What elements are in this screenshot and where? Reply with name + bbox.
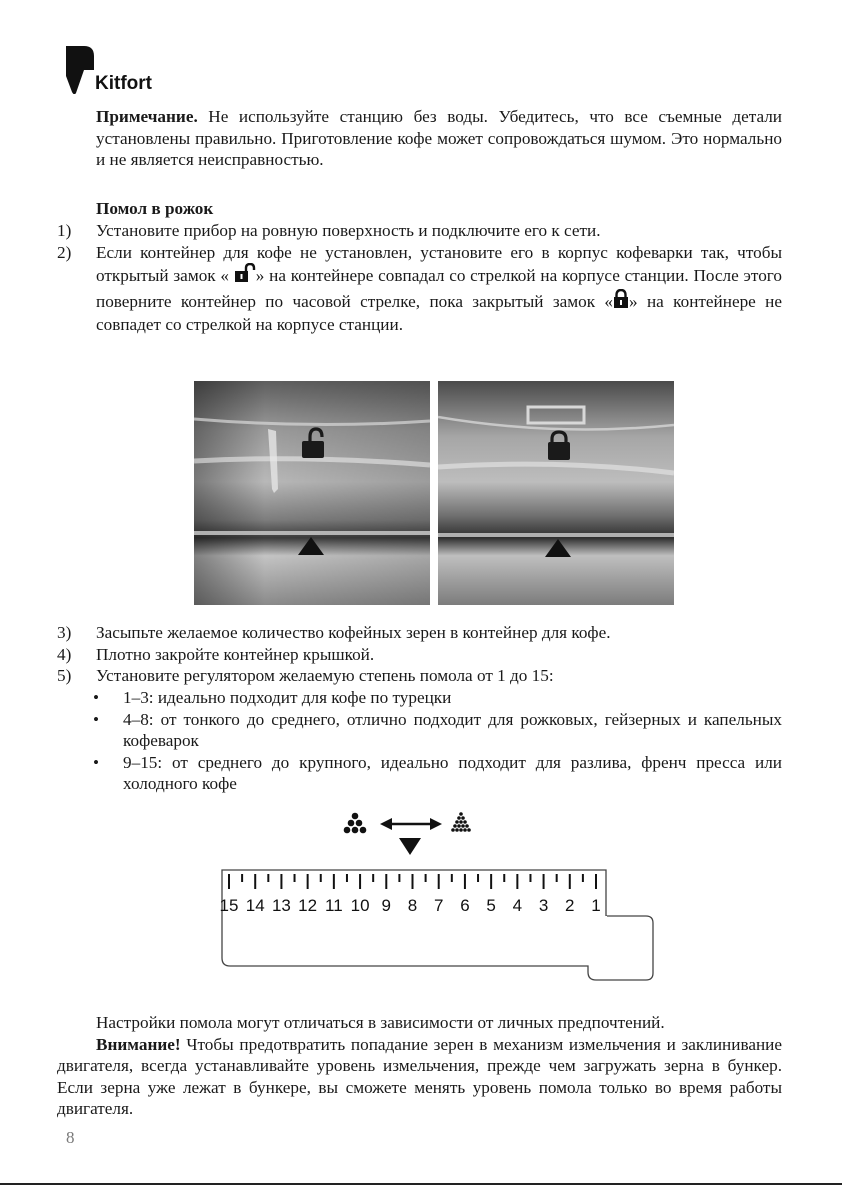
section-title: Помол в рожок [96, 199, 214, 218]
note-label: Примечание. [96, 107, 198, 126]
scale-ticks [229, 874, 596, 889]
scale-label: 10 [350, 896, 370, 915]
lock-open-icon [234, 263, 256, 289]
step-text-part: » на контейнере совпадал со стрелкой на корпусе станции. После этого поверните контейнер по часовой стрелке, пока закрытый замок « [96, 266, 782, 311]
scale-label: 2 [565, 896, 575, 915]
step-text-part: Если контейнер для кофе не установлен, установите его в корпус кофеварки так, чтобы открытый замок « [96, 242, 782, 286]
step-number: 2) [57, 242, 72, 262]
grind-option-text: 1–3: идеально подходит для кофе по турецки [123, 688, 452, 707]
note-text: Не используйте станцию без воды. Убедитесь, что все съемные детали установлены правильно. Приготовление кофе может сопровождаться шумом. Это нормально и не является неисправностью. [96, 107, 782, 170]
scale-label: 11 [325, 896, 343, 915]
grind-dial-body [219, 870, 653, 980]
step-number: 1) [57, 221, 72, 240]
scale-label: 8 [407, 896, 418, 915]
list-item [57, 242, 782, 336]
scale-label: 7 [433, 896, 444, 915]
scale-label: 9 [381, 896, 392, 915]
warning-paragraph [57, 1034, 782, 1120]
bullet: • [93, 688, 100, 707]
page-number: 8 [66, 1128, 75, 1147]
steps-list-top [57, 220, 782, 336]
step-text-part: » на контейнере не совпадет со стрелкой на корпусе станции. [96, 291, 782, 335]
closing-text [57, 1012, 782, 1120]
scale-label: 3 [538, 896, 549, 915]
scale-labels [220, 896, 601, 915]
list-item [57, 665, 782, 687]
coarse-grind-icon [344, 813, 367, 834]
list-item [57, 622, 782, 644]
grind-preferences-note: Настройки помола могут отличаться в зависимости от личных предпочтений. [96, 1013, 665, 1032]
grind-option-text: 9–15: от среднего до крупного, идеально подходит для разлива, френч пресса или холодного кофе [123, 752, 782, 794]
scale-label: 6 [460, 896, 470, 915]
list-item [92, 752, 782, 795]
scale-label: 13 [271, 896, 291, 915]
kitfort-logo-mark [66, 46, 94, 94]
grind-option-text: 4–8: от тонкого до среднего, отлично подходит для рожковых, гейзерных и капельных кофеварок [123, 709, 782, 751]
scale-label: 4 [512, 896, 523, 915]
note-paragraph [96, 106, 782, 171]
brand-logo [66, 46, 186, 96]
scale-label: 15 [219, 896, 239, 915]
step-number: 3) [57, 623, 72, 642]
photo-container-locked [438, 381, 674, 605]
warning-label: Внимание! [96, 1034, 181, 1054]
bullet: • [93, 709, 100, 729]
step-number: 4) [57, 644, 72, 664]
selection-pointer-icon [399, 838, 421, 855]
photo-container-unlocked [194, 381, 430, 605]
step-text: Плотно закройте контейнер крышкой. [96, 644, 375, 664]
step-number: 5) [57, 666, 72, 686]
double-arrow-icon [380, 818, 442, 830]
scale-label: 5 [486, 896, 496, 915]
list-item [57, 220, 782, 242]
warning-text: Чтобы предотвратить попадание зерен в механизм измельчения и заклинивание двигателя, всегда устанавливайте уровень измельчения, прежде чем загружать зерна в бункер. Если зерна уже лежат в бункере, вы сможете менять уровень помола только во время работы двигателя. [57, 1034, 782, 1119]
fine-grind-icon [451, 812, 471, 832]
scale-label: 1 [591, 896, 601, 915]
list-item [57, 644, 782, 666]
step-text: Установите прибор на ровную поверхность и подключите его к сети. [96, 221, 601, 240]
brand-name: Kitfort [95, 73, 152, 94]
bullet: • [93, 752, 100, 772]
list-item [92, 709, 782, 752]
scale-label: 12 [298, 896, 318, 915]
grind-scale-diagram [0, 808, 842, 988]
list-item [92, 687, 782, 709]
scale-label: 14 [245, 896, 265, 915]
steps-list-bottom [57, 622, 782, 687]
step-text: Засыпьте желаемое количество кофейных зерен в контейнер для кофе. [96, 623, 611, 642]
lock-closed-icon [613, 289, 629, 315]
grind-options-list [92, 687, 782, 795]
step-text: Установите регулятором желаемую степень помола от 1 до 15: [96, 666, 554, 686]
bottom-rule [0, 1183, 842, 1185]
